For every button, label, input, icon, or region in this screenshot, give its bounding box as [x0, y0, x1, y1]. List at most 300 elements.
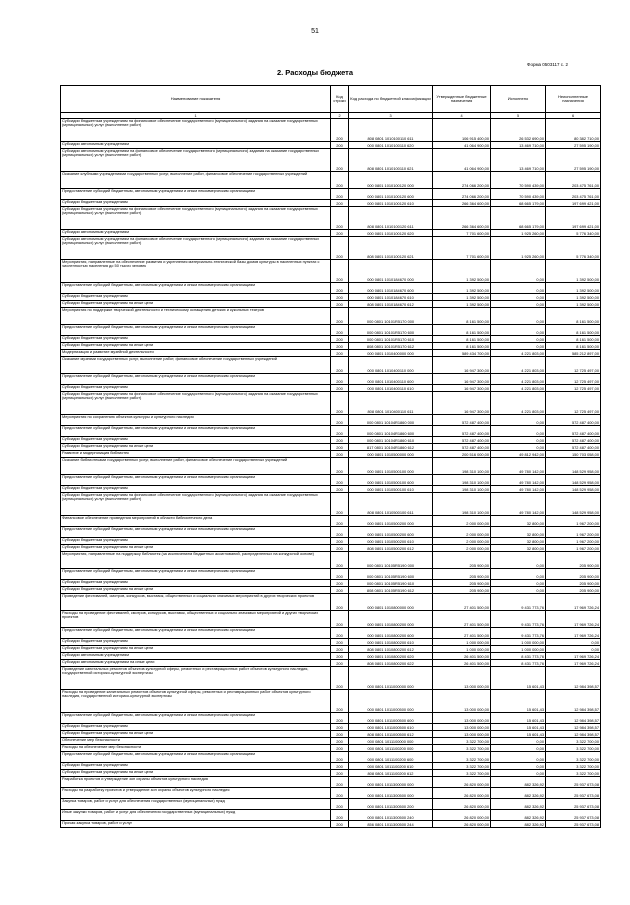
- row-classification-code: 808 0801 1010500100 611: [349, 493, 433, 516]
- table-row: [61, 538, 601, 545]
- row-name: Расходы на разработку проектов и утверждение зон охраны объектов культурного наследия: [61, 788, 331, 799]
- row-line-code: 200: [331, 415, 349, 426]
- row-name: Субсидии бюджетным учреждениям на иные цели: [61, 301, 331, 308]
- row-name: Субсидии бюджетным учреждениям: [61, 580, 331, 587]
- row-remaining: 1 967 200,00: [546, 545, 601, 552]
- row-line-code: 200: [331, 392, 349, 415]
- row-name: Субсидии бюджетным учреждениям на финансовое обеспечение государственного (муниципального) задания на оказание государственных (муниципальных) услуг (выполнение работ): [61, 119, 331, 142]
- row-name: Субсидии бюджетным учреждениям на финансовое обеспечение государственного (муниципального) задания на оказание государственных (муниципальных) услуг (выполнение работ): [61, 207, 331, 230]
- row-approved: 198 310 100,00: [433, 493, 491, 516]
- row-classification-code: 000 0801 10101R5170 610: [349, 336, 433, 343]
- row-classification-code: 000 0801 10104R1860 000: [349, 415, 433, 426]
- row-name: Субсидии бюджетным учреждениям: [61, 538, 331, 545]
- row-classification-code: 000 0801 1010100120 000: [349, 172, 433, 189]
- row-executed: 0,00: [491, 444, 546, 451]
- table-row: [61, 690, 601, 713]
- row-line-code: 200: [331, 527, 349, 538]
- row-remaining: 572 487 400,00: [546, 415, 601, 426]
- row-executed: 882 326,92: [491, 777, 546, 788]
- column-number: 5: [491, 113, 546, 119]
- row-executed: 15 601,43: [491, 690, 546, 713]
- row-approved: 26 820 000,00: [433, 799, 491, 810]
- table-row: [61, 594, 601, 611]
- table-row: [61, 752, 601, 763]
- row-classification-code: 808 0801 1010184670 612: [349, 301, 433, 308]
- row-classification-code: 000 0801 1011000500 600: [349, 713, 433, 724]
- table-row: [61, 142, 601, 149]
- row-classification-code: 000 0801 1010400110 000: [349, 357, 433, 374]
- row-classification-code: 000 0801 1011100200 610: [349, 763, 433, 770]
- row-executed: 0,00: [491, 580, 546, 587]
- row-name: Предоставление субсидий бюджетным, автономным учреждениям и иным некоммерческим организациям: [61, 325, 331, 336]
- row-approved: 1 392 500,00: [433, 283, 491, 294]
- row-remaining: 25 937 673,08: [546, 788, 601, 799]
- table-row: [61, 260, 601, 283]
- row-approved: 27 401 500,00: [433, 594, 491, 611]
- row-approved: 41 064 900,00: [433, 149, 491, 172]
- column-number: 6: [546, 113, 601, 119]
- row-executed: 0,00: [491, 738, 546, 745]
- row-name: Иные закупки товаров, работ и услуг для обеспечения государственных (муниципальных) нужд: [61, 810, 331, 821]
- row-name: Финансовое обеспечение проведения мероприятий в области библиотечного дела: [61, 516, 331, 527]
- table-row: [61, 437, 601, 444]
- row-name: Субсидии бюджетным учреждениям на иные цели: [61, 646, 331, 653]
- row-name: Расходы на обеспечение мер безопасности: [61, 745, 331, 752]
- row-remaining: 12 984 398,57: [546, 731, 601, 738]
- row-approved: 106 915 400,00: [433, 119, 491, 142]
- row-name: Мероприятия по поддержке творческой деятельности и техническому оснащению детских и кукольных театров: [61, 308, 331, 325]
- row-remaining: 205 900,00: [546, 580, 601, 587]
- row-line-code: 200: [331, 770, 349, 777]
- row-approved: 13 000 000,00: [433, 713, 491, 724]
- row-approved: 26 820 000,00: [433, 788, 491, 799]
- row-executed: 70 590 439,00: [491, 189, 546, 200]
- table-row: [61, 336, 601, 343]
- table-row: [61, 653, 601, 660]
- row-approved: 8 161 500,00: [433, 336, 491, 343]
- row-classification-code: 000 0801 10105R5190 600: [349, 569, 433, 580]
- row-classification-code: 808 0801 1010100110 611: [349, 119, 433, 142]
- row-executed: 882 326,92: [491, 810, 546, 821]
- row-approved: 589 434 700,00: [433, 350, 491, 357]
- row-line-code: 200: [331, 611, 349, 628]
- row-line-code: 200: [331, 237, 349, 260]
- table-row: [61, 799, 601, 810]
- row-remaining: 12 984 398,57: [546, 724, 601, 731]
- row-classification-code: 808 0801 1010100120 611: [349, 207, 433, 230]
- row-line-code: 200: [331, 437, 349, 444]
- table-row: [61, 189, 601, 200]
- header-approved: Утвержденные бюджетные назначения: [433, 86, 491, 113]
- table-row: [61, 810, 601, 821]
- row-name: Субсидии бюджетным учреждениям: [61, 385, 331, 392]
- row-name: Обеспечение мер безопасности: [61, 738, 331, 745]
- row-name: Оказание клубными учреждениями государственных услуг, выполнение работ, финансовое обеспечение государственных учреждений: [61, 172, 331, 189]
- row-line-code: 200: [331, 308, 349, 325]
- row-remaining: 148 529 958,00: [546, 475, 601, 486]
- row-name: Предоставление субсидий бюджетным, автономным учреждениям и иным некоммерческим организациям: [61, 713, 331, 724]
- row-executed: 26 532 690,00: [491, 119, 546, 142]
- row-line-code: 200: [331, 486, 349, 493]
- row-line-code: 200: [331, 343, 349, 350]
- row-executed: 13 469 710,00: [491, 149, 546, 172]
- row-name: Прочая закупка товаров, работ и услуг: [61, 821, 331, 828]
- row-name: Субсидии бюджетным учреждениям: [61, 639, 331, 646]
- row-classification-code: 000 0801 1010500200 610: [349, 538, 433, 545]
- row-executed: 0,00: [491, 587, 546, 594]
- row-line-code: 200: [331, 350, 349, 357]
- table-row: [61, 821, 601, 828]
- row-line-code: 200: [331, 821, 349, 828]
- row-classification-code: 808 0801 1010800200 612: [349, 646, 433, 653]
- column-number: 4: [433, 113, 491, 119]
- row-name: Субсидии бюджетным учреждениям: [61, 200, 331, 207]
- table-row: [61, 426, 601, 437]
- row-executed: 4 221 803,00: [491, 357, 546, 374]
- row-name: Предоставление субсидий бюджетным, автономным учреждениям и иным некоммерческим организациям: [61, 426, 331, 437]
- row-executed: 0,00: [491, 301, 546, 308]
- table-row: [61, 628, 601, 639]
- table-row: [61, 587, 601, 594]
- row-remaining: 197 699 421,00: [546, 200, 601, 207]
- row-classification-code: 000 0801 1010500100 600: [349, 475, 433, 486]
- row-executed: 882 326,92: [491, 788, 546, 799]
- row-line-code: 200: [331, 653, 349, 660]
- row-name: Субсидии бюджетным учреждениям: [61, 437, 331, 444]
- row-name: Субсидии бюджетным учреждениям на иные цели: [61, 731, 331, 738]
- row-remaining: 0,00: [546, 639, 601, 646]
- table-row: [61, 611, 601, 628]
- row-remaining: 12 725 497,00: [546, 374, 601, 385]
- table-row: [61, 493, 601, 516]
- row-remaining: 150 703 058,00: [546, 451, 601, 458]
- table-row: [61, 713, 601, 724]
- row-line-code: 200: [331, 475, 349, 486]
- row-approved: 198 310 100,00: [433, 458, 491, 475]
- row-name: Субсидии бюджетным учреждениям на иные цели: [61, 444, 331, 451]
- row-approved: 200 516 000,00: [433, 451, 491, 458]
- table-row: [61, 308, 601, 325]
- row-remaining: 27 595 190,00: [546, 142, 601, 149]
- row-name: Субсидии бюджетным учреждениям на иные цели: [61, 770, 331, 777]
- row-approved: 3 322 700,00: [433, 770, 491, 777]
- row-approved: 26 401 500,00: [433, 653, 491, 660]
- row-approved: 572 487 400,00: [433, 437, 491, 444]
- row-line-code: 200: [331, 142, 349, 149]
- table-row: [61, 731, 601, 738]
- row-approved: 13 000 000,00: [433, 667, 491, 690]
- row-executed: 4 221 803,00: [491, 374, 546, 385]
- row-executed: 0,00: [491, 770, 546, 777]
- row-approved: 205 900,00: [433, 552, 491, 569]
- row-executed: 4 221 803,00: [491, 392, 546, 415]
- row-executed: 4 221 803,00: [491, 385, 546, 392]
- row-approved: 16 947 300,00: [433, 357, 491, 374]
- table-row: [61, 545, 601, 552]
- row-remaining: 5 776 340,00: [546, 237, 601, 260]
- table-row: [61, 660, 601, 667]
- row-remaining: 3 322 700,00: [546, 763, 601, 770]
- row-line-code: 200: [331, 444, 349, 451]
- row-line-code: 200: [331, 738, 349, 745]
- row-line-code: 200: [331, 545, 349, 552]
- row-classification-code: 808 0801 1010100120 621: [349, 237, 433, 260]
- row-name: Субсидии бюджетным учреждениям: [61, 294, 331, 301]
- row-approved: 572 487 400,00: [433, 444, 491, 451]
- row-remaining: 17 969 726,24: [546, 594, 601, 611]
- row-classification-code: 817 0801 10104R1860 612: [349, 444, 433, 451]
- row-executed: 0,00: [491, 552, 546, 569]
- row-name: Субсидии бюджетным учреждениям: [61, 486, 331, 493]
- row-classification-code: 000 0801 1011000000 000: [349, 667, 433, 690]
- row-executed: 13 469 710,00: [491, 142, 546, 149]
- row-approved: 205 900,00: [433, 587, 491, 594]
- row-executed: 49 780 142,00: [491, 493, 546, 516]
- row-name: Субсидии бюджетным учреждениям на финансовое обеспечение государственного (муниципального) задания на оказание государственных (муниципальных) услуг (выполнение работ): [61, 493, 331, 516]
- row-line-code: 200: [331, 189, 349, 200]
- row-approved: 13 000 000,00: [433, 724, 491, 731]
- row-approved: 274 066 200,00: [433, 172, 491, 189]
- row-classification-code: 856 0801 1011300500 244: [349, 821, 433, 828]
- row-line-code: 200: [331, 357, 349, 374]
- table-row: [61, 230, 601, 237]
- row-classification-code: 808 0801 1011000500 612: [349, 731, 433, 738]
- row-executed: 15 601,43: [491, 667, 546, 690]
- column-number: 1: [61, 113, 331, 119]
- row-line-code: 200: [331, 119, 349, 142]
- table-row: [61, 458, 601, 475]
- row-approved: 16 947 300,00: [433, 385, 491, 392]
- row-approved: 572 487 400,00: [433, 426, 491, 437]
- row-name: Разработка проектов и утверждение зон охраны объектов культурного наследия: [61, 777, 331, 788]
- row-remaining: 0,00: [546, 646, 601, 653]
- row-name: Субсидии бюджетным учреждениям: [61, 763, 331, 770]
- row-executed: 0,00: [491, 437, 546, 444]
- row-approved: 3 322 700,00: [433, 745, 491, 752]
- row-classification-code: 808 0801 10101R5170 612: [349, 343, 433, 350]
- row-approved: 2 000 000,00: [433, 527, 491, 538]
- row-approved: 7 701 600,00: [433, 230, 491, 237]
- table-row: [61, 777, 601, 788]
- header-executed: Исполнено: [491, 86, 546, 113]
- table-row: [61, 207, 601, 230]
- row-remaining: 25 937 673,08: [546, 821, 601, 828]
- row-name: Мероприятия, направленные на поддержку библиотек (за исключением бюджетных ассигнований, распределенных на конкурсной основе): [61, 552, 331, 569]
- row-approved: 1 000 000,00: [433, 639, 491, 646]
- row-executed: 4 221 803,00: [491, 350, 546, 357]
- row-remaining: 12 725 497,00: [546, 385, 601, 392]
- row-classification-code: 808 0801 1010100110 621: [349, 149, 433, 172]
- row-remaining: 572 487 400,00: [546, 444, 601, 451]
- row-classification-code: 000 0801 1010100120 610: [349, 200, 433, 207]
- row-executed: 0,00: [491, 325, 546, 336]
- row-name: Предоставление субсидий бюджетным, автономным учреждениям и иным некоммерческим организациям: [61, 752, 331, 763]
- row-name: Субсидии автономным учреждениям на финансовое обеспечение государственного (муниципального) задания на оказание государственных (муниципальных) услуг (выполнение работ): [61, 237, 331, 260]
- row-name: Субсидии бюджетным учреждениям на иные цели: [61, 343, 331, 350]
- row-approved: 1 392 500,00: [433, 301, 491, 308]
- row-remaining: 27 595 190,00: [546, 149, 601, 172]
- row-remaining: 25 937 673,08: [546, 810, 601, 821]
- row-classification-code: 000 0801 1011300000 000: [349, 777, 433, 788]
- row-name: Предоставление субсидий бюджетным, автономным учреждениям и иным некоммерческим организациям: [61, 374, 331, 385]
- row-executed: 0,00: [491, 415, 546, 426]
- row-remaining: 17 969 726,24: [546, 653, 601, 660]
- table-row: [61, 569, 601, 580]
- row-approved: 1 392 500,00: [433, 294, 491, 301]
- row-approved: 198 310 100,00: [433, 475, 491, 486]
- row-remaining: 572 487 400,00: [546, 437, 601, 444]
- row-line-code: 200: [331, 752, 349, 763]
- row-classification-code: 000 0801 10104R1860 610: [349, 437, 433, 444]
- row-remaining: 203 475 761,00: [546, 172, 601, 189]
- row-remaining: 3 322 700,00: [546, 745, 601, 752]
- table-row: [61, 357, 601, 374]
- table-row: [61, 646, 601, 653]
- row-line-code: 200: [331, 336, 349, 343]
- row-classification-code: 000 0801 1011300500 240: [349, 810, 433, 821]
- row-name: Предоставление субсидий бюджетным, автономным учреждениям и иным некоммерческим организациям: [61, 569, 331, 580]
- row-remaining: 1 392 500,00: [546, 294, 601, 301]
- row-remaining: 1 392 500,00: [546, 260, 601, 283]
- row-line-code: 200: [331, 646, 349, 653]
- row-line-code: 200: [331, 200, 349, 207]
- row-line-code: 200: [331, 230, 349, 237]
- row-name: Субсидии автономным учреждениям: [61, 653, 331, 660]
- row-name: Мероприятия по сохранению объектов культуры и культурного наследия: [61, 415, 331, 426]
- row-name: Предоставление субсидий бюджетным, автономным учреждениям и иным некоммерческим организациям: [61, 189, 331, 200]
- row-remaining: 1 967 200,00: [546, 538, 601, 545]
- row-remaining: 205 900,00: [546, 587, 601, 594]
- row-executed: 1 000 000,00: [491, 646, 546, 653]
- row-remaining: 197 699 421,00: [546, 207, 601, 230]
- row-line-code: 200: [331, 580, 349, 587]
- row-classification-code: 000 0801 1010184670 610: [349, 294, 433, 301]
- row-classification-code: 000 0801 1010800200 600: [349, 628, 433, 639]
- table-row: [61, 516, 601, 527]
- table-row: [61, 283, 601, 294]
- table-row: [61, 527, 601, 538]
- row-line-code: 200: [331, 516, 349, 527]
- row-classification-code: 000 0801 1010100110 620: [349, 142, 433, 149]
- row-executed: 0,00: [491, 336, 546, 343]
- row-executed: 9 431 773,76: [491, 611, 546, 628]
- row-classification-code: 000 0801 1011100200 000: [349, 745, 433, 752]
- row-approved: 3 322 700,00: [433, 752, 491, 763]
- row-executed: 32 800,00: [491, 527, 546, 538]
- header-line-code: Код строки: [331, 86, 349, 113]
- row-classification-code: 000 0801 10104R1860 600: [349, 426, 433, 437]
- row-approved: 3 322 700,00: [433, 763, 491, 770]
- row-executed: 0,00: [491, 569, 546, 580]
- row-approved: 26 820 000,00: [433, 777, 491, 788]
- row-classification-code: 808 0801 1010500200 612: [349, 545, 433, 552]
- row-remaining: 205 900,00: [546, 569, 601, 580]
- row-approved: 26 820 000,00: [433, 821, 491, 828]
- row-line-code: 200: [331, 724, 349, 731]
- header-remaining: Неисполненные назначения: [546, 86, 601, 113]
- row-line-code: 200: [331, 385, 349, 392]
- row-classification-code: 000 0801 1010800000 000: [349, 594, 433, 611]
- row-line-code: 200: [331, 283, 349, 294]
- row-approved: 27 401 500,00: [433, 628, 491, 639]
- table-row: [61, 385, 601, 392]
- table-row: [61, 788, 601, 799]
- row-name: Оказание музеями государственных услуг, выполнение работ, финансовое обеспечение государственных учреждений: [61, 357, 331, 374]
- table-row: [61, 200, 601, 207]
- row-line-code: 200: [331, 493, 349, 516]
- row-executed: 15 601,43: [491, 731, 546, 738]
- row-name: Проведение фестивалей, смотров, конкурсов, выставок, общественных и социально значимых мероприятий в других творческих проектов: [61, 594, 331, 611]
- row-approved: 266 364 600,00: [433, 200, 491, 207]
- row-approved: 3 322 700,00: [433, 738, 491, 745]
- page-number: 51: [311, 28, 319, 35]
- row-name: Предоставление субсидий бюджетным, автономным учреждениям и иным некоммерческим организациям: [61, 475, 331, 486]
- row-remaining: 572 487 400,00: [546, 426, 601, 437]
- document-title: 2. Расходы бюджета: [276, 68, 354, 77]
- row-name: Закупка товаров, работ и услуг для обеспечения государственных (муниципальных) нужд: [61, 799, 331, 810]
- row-classification-code: 000 0801 1010100120 600: [349, 189, 433, 200]
- row-classification-code: 000 0801 1010500200 600: [349, 527, 433, 538]
- row-executed: 9 431 773,76: [491, 594, 546, 611]
- row-approved: 16 947 300,00: [433, 392, 491, 415]
- row-executed: 1 000 000,00: [491, 639, 546, 646]
- row-approved: 2 000 000,00: [433, 516, 491, 527]
- row-name: Предоставление субсидий бюджетным, автономным учреждениям и иным некоммерческим организациям: [61, 628, 331, 639]
- row-approved: 205 900,00: [433, 580, 491, 587]
- row-name: Оказание библиотеками государственных услуг, выполнение работ, финансовое обеспечение государственных учреждений: [61, 458, 331, 475]
- row-classification-code: 808 0801 1011100200 612: [349, 770, 433, 777]
- row-approved: 26 401 500,00: [433, 660, 491, 667]
- row-executed: 882 326,92: [491, 799, 546, 810]
- row-executed: 0,00: [491, 294, 546, 301]
- row-remaining: 12 725 497,00: [546, 392, 601, 415]
- table-row: [61, 552, 601, 569]
- table-row: [61, 119, 601, 142]
- column-number: 3: [349, 113, 433, 119]
- row-remaining: 8 161 500,00: [546, 325, 601, 336]
- row-classification-code: 000 0801 10101R5170 000: [349, 308, 433, 325]
- row-line-code: 200: [331, 810, 349, 821]
- row-line-code: 200: [331, 763, 349, 770]
- row-classification-code: 000 0801 1010500100 610: [349, 486, 433, 493]
- row-remaining: 80 382 710,00: [546, 119, 601, 142]
- row-remaining: 8 161 500,00: [546, 336, 601, 343]
- row-classification-code: 000 0801 1010800200 000: [349, 611, 433, 628]
- row-approved: 198 310 100,00: [433, 486, 491, 493]
- table-row: [61, 451, 601, 458]
- table-row: [61, 374, 601, 385]
- row-line-code: 200: [331, 260, 349, 283]
- column-number: 2: [331, 113, 349, 119]
- row-approved: 41 064 900,00: [433, 142, 491, 149]
- row-approved: 26 820 000,00: [433, 810, 491, 821]
- row-name: Расходы на проведение капитальных ремонтов объектов культурной сферы, ремонтных и реставрационных работ объектов культурного наследия, государственной историко-культурной экспертизы: [61, 690, 331, 713]
- row-classification-code: 000 0801 1010500100 000: [349, 458, 433, 475]
- table-row: [61, 172, 601, 189]
- row-line-code: 200: [331, 426, 349, 437]
- row-line-code: 200: [331, 799, 349, 810]
- row-classification-code: 000 0801 1010500200 000: [349, 516, 433, 527]
- row-approved: 7 701 600,00: [433, 237, 491, 260]
- row-approved: 8 161 500,00: [433, 325, 491, 336]
- row-classification-code: 000 0801 1010100120 620: [349, 230, 433, 237]
- row-approved: 572 487 400,00: [433, 415, 491, 426]
- budget-expenses-table: [60, 85, 601, 828]
- form-code: Форма 0503117 с. 2: [527, 62, 568, 67]
- row-classification-code: 000 0801 1010400110 610: [349, 385, 433, 392]
- row-remaining: 8 161 500,00: [546, 343, 601, 350]
- row-executed: 15 601,43: [491, 713, 546, 724]
